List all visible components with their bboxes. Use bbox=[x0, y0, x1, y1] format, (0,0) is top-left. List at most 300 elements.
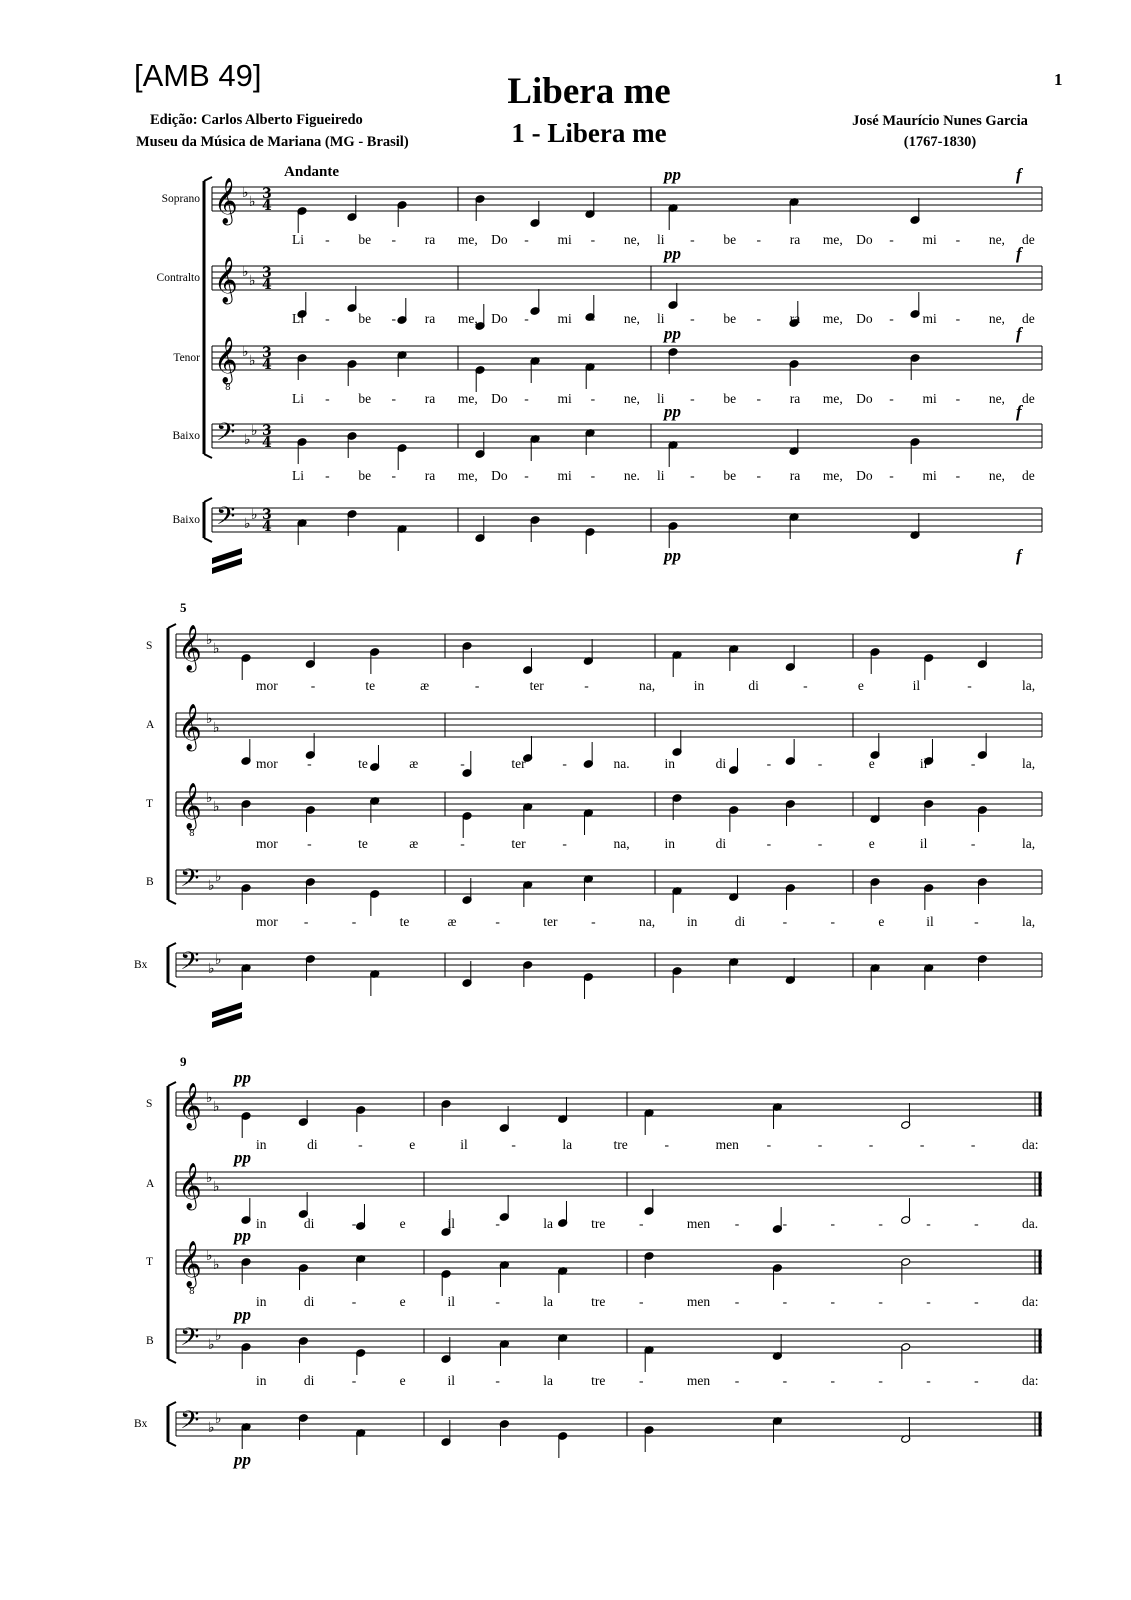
lyric-hyphen: - bbox=[756, 232, 762, 247]
composer-dates: (1767-1830) bbox=[903, 134, 977, 150]
lyric-syllable: ra bbox=[789, 468, 801, 483]
lyric-hyphen: - bbox=[325, 232, 330, 247]
lyric-syllable: ra bbox=[789, 311, 801, 326]
page-number: 1 bbox=[1054, 70, 1063, 89]
flat-icon: ♭ bbox=[249, 273, 256, 289]
lyric-hyphen: - bbox=[782, 1294, 788, 1309]
lyric-syllable: di bbox=[715, 836, 727, 851]
lyric-hyphen: - bbox=[817, 756, 823, 771]
bass-clef-icon: 𝄢 bbox=[180, 1323, 200, 1358]
lyric-syllable: be bbox=[358, 232, 372, 247]
lyric-syllable: il bbox=[919, 756, 928, 771]
lyric-syllable: de bbox=[1022, 468, 1035, 483]
bar-number: 5 bbox=[180, 600, 187, 615]
lyric-syllable: ne, bbox=[988, 232, 1005, 247]
lyric-hyphen: - bbox=[782, 1216, 788, 1231]
lyric-syllable: ter bbox=[511, 836, 526, 851]
flat-icon: ♭ bbox=[213, 799, 220, 815]
lyric-syllable: Do bbox=[491, 468, 508, 483]
lyric-syllable: ne. bbox=[623, 468, 640, 483]
lyric-syllable: di bbox=[303, 1216, 315, 1231]
lyric-hyphen: - bbox=[639, 1373, 644, 1388]
lyric-syllable: ne, bbox=[623, 311, 640, 326]
lyric-hyphen: - bbox=[690, 311, 695, 326]
lyric-hyphen: - bbox=[974, 1373, 979, 1388]
lyric-hyphen: - bbox=[391, 311, 397, 326]
lyric-syllable: ra bbox=[424, 391, 436, 406]
time-signature-numerator: 3 bbox=[262, 423, 272, 439]
flat-icon: ♭ bbox=[206, 790, 213, 806]
part-label: Contralto bbox=[156, 272, 200, 284]
lyric-hyphen: - bbox=[351, 1373, 357, 1388]
flat-icon: ♭ bbox=[206, 1248, 213, 1264]
lyric-syllable: mi bbox=[922, 311, 937, 326]
flat-icon: ♭ bbox=[208, 961, 215, 977]
bracket-hook-bottom bbox=[168, 1442, 176, 1446]
lyric-syllable: in bbox=[256, 1373, 267, 1388]
movement-title: 1 - Libera me bbox=[511, 118, 667, 148]
bracket-hook-bottom bbox=[168, 1359, 176, 1363]
time-signature-numerator: 3 bbox=[262, 507, 272, 523]
lyric-syllable: e bbox=[399, 1294, 406, 1309]
lyric-hyphen: - bbox=[830, 1373, 835, 1388]
lyric-syllable: la, bbox=[1022, 836, 1036, 851]
lyric-hyphen: - bbox=[974, 914, 979, 929]
dynamic-pianissimo: pp bbox=[234, 1450, 251, 1469]
lyric-syllable: be bbox=[358, 311, 372, 326]
time-signature-numerator: 3 bbox=[262, 186, 272, 202]
lyric-syllable: ter bbox=[529, 678, 544, 693]
tempo-marking: Andante bbox=[284, 164, 340, 180]
lyric-hyphen: - bbox=[495, 1294, 500, 1309]
octave-mark: 8 bbox=[189, 1287, 195, 1297]
time-signature-numerator: 3 bbox=[262, 345, 272, 361]
dynamic-forte: f bbox=[1016, 165, 1022, 184]
lyric-hyphen: - bbox=[926, 1216, 931, 1231]
lyric-syllable: il bbox=[447, 1216, 456, 1231]
lyric-hyphen: - bbox=[817, 1137, 823, 1152]
lyric-syllable: na, bbox=[613, 836, 630, 851]
lyric-hyphen: - bbox=[766, 1137, 772, 1152]
dynamic-forte: f bbox=[1016, 546, 1022, 565]
lyric-syllable: ra bbox=[424, 232, 436, 247]
lyric-syllable: e bbox=[409, 1137, 416, 1152]
dynamic-pianissimo: pp bbox=[664, 244, 681, 263]
part-label: Bx bbox=[134, 959, 148, 971]
lyric-hyphen: - bbox=[562, 836, 567, 851]
lyric-syllable: di bbox=[748, 678, 759, 693]
lyric-syllable: men bbox=[715, 1137, 739, 1152]
lyric-hyphen: - bbox=[868, 1137, 874, 1152]
octave-mark: 8 bbox=[225, 383, 231, 393]
page-title: Libera me bbox=[507, 71, 671, 112]
lyric-hyphen: - bbox=[955, 391, 961, 406]
lyric-syllable: ra bbox=[789, 391, 801, 406]
lyric-hyphen: - bbox=[766, 756, 772, 771]
lyric-syllable: te bbox=[399, 914, 410, 929]
lyric-hyphen: - bbox=[307, 836, 312, 851]
bass-clef-icon: 𝄢 bbox=[180, 947, 200, 982]
lyric-syllable: ne, bbox=[988, 311, 1005, 326]
part-label: Tenor bbox=[173, 352, 200, 364]
lyric-syllable: li bbox=[657, 311, 665, 326]
catalog-code: [AMB 49] bbox=[134, 58, 262, 93]
part-label: T bbox=[146, 798, 154, 810]
lyric-syllable: in bbox=[693, 678, 705, 693]
lyric-hyphen: - bbox=[970, 1137, 976, 1152]
lyric-syllable: il bbox=[447, 1294, 456, 1309]
lyric-hyphen: - bbox=[325, 311, 330, 326]
time-signature-numerator: 3 bbox=[262, 265, 272, 281]
lyric-syllable: Li bbox=[292, 391, 304, 406]
lyric-hyphen: - bbox=[830, 914, 835, 929]
lyric-syllable: men bbox=[686, 1294, 711, 1309]
lyric-syllable: in bbox=[686, 914, 698, 929]
flat-icon: ♭ bbox=[215, 1411, 222, 1427]
lyric-syllable: Do bbox=[491, 311, 508, 326]
lyric-hyphen: - bbox=[878, 1216, 883, 1231]
time-signature-denominator: 4 bbox=[262, 198, 272, 214]
dynamic-pianissimo: pp bbox=[664, 165, 681, 184]
dynamic-forte: f bbox=[1016, 402, 1022, 421]
museum-credit: Museu da Música de Mariana (MG - Brasil) bbox=[136, 134, 409, 150]
lyric-hyphen: - bbox=[562, 756, 567, 771]
lyric-syllable: e bbox=[857, 678, 864, 693]
lyric-hyphen: - bbox=[919, 1137, 925, 1152]
flat-icon: ♭ bbox=[215, 869, 222, 885]
lyric-syllable: Do bbox=[856, 232, 873, 247]
dynamic-pianissimo: pp bbox=[664, 324, 681, 343]
lyric-hyphen: - bbox=[590, 391, 596, 406]
lyric-hyphen: - bbox=[358, 1137, 363, 1152]
dynamic-forte: f bbox=[1016, 324, 1022, 343]
treble-clef-icon: 𝄞 bbox=[214, 337, 238, 383]
part-label: Soprano bbox=[161, 193, 200, 205]
treble-clef-icon: 𝄞 bbox=[178, 1083, 202, 1129]
part-label: S bbox=[146, 1098, 153, 1110]
lyric-syllable: me, bbox=[457, 391, 478, 406]
lyric-hyphen: - bbox=[474, 678, 480, 693]
composer-name: José Maurício Nunes Garcia bbox=[852, 113, 1028, 129]
lyric-syllable: da: bbox=[1022, 1373, 1039, 1388]
lyric-syllable: ter bbox=[511, 756, 526, 771]
flat-icon: ♭ bbox=[251, 507, 258, 523]
flat-icon: ♭ bbox=[213, 1179, 220, 1195]
lyric-syllable: la bbox=[543, 1216, 553, 1231]
lyric-syllable: be bbox=[723, 391, 737, 406]
part-label: Baixo bbox=[172, 514, 200, 526]
lyric-hyphen: - bbox=[524, 311, 529, 326]
lyric-syllable: ter bbox=[543, 914, 558, 929]
lyric-syllable: de bbox=[1022, 391, 1035, 406]
lyric-syllable: in bbox=[256, 1137, 267, 1152]
lyric-hyphen: - bbox=[782, 914, 788, 929]
lyric-syllable: tre bbox=[591, 1373, 606, 1388]
lyric-hyphen: - bbox=[889, 391, 894, 406]
lyric-syllable: ne, bbox=[988, 468, 1005, 483]
lyric-syllable: la bbox=[543, 1294, 553, 1309]
lyric-hyphen: - bbox=[303, 914, 309, 929]
part-label: S bbox=[146, 640, 153, 652]
lyric-hyphen: - bbox=[878, 1373, 883, 1388]
lyric-syllable: mi bbox=[557, 311, 572, 326]
flat-icon: ♭ bbox=[242, 344, 249, 360]
lyric-hyphen: - bbox=[495, 1373, 500, 1388]
lyric-syllable: e bbox=[868, 756, 875, 771]
lyric-syllable: be bbox=[723, 311, 737, 326]
lyric-hyphen: - bbox=[524, 468, 529, 483]
lyric-syllable: la, bbox=[1022, 914, 1036, 929]
lyric-hyphen: - bbox=[756, 391, 762, 406]
lyric-syllable: in bbox=[664, 836, 676, 851]
lyric-hyphen: - bbox=[310, 678, 316, 693]
lyric-hyphen: - bbox=[639, 1216, 644, 1231]
part-label: Bx bbox=[134, 1418, 148, 1430]
lyric-hyphen: - bbox=[351, 914, 357, 929]
lyric-syllable: di bbox=[734, 914, 746, 929]
flat-icon: ♭ bbox=[244, 432, 251, 448]
bracket-hook-top bbox=[168, 1402, 176, 1406]
lyric-syllable: æ bbox=[420, 678, 430, 693]
lyric-hyphen: - bbox=[590, 232, 596, 247]
lyric-syllable: di bbox=[715, 756, 727, 771]
lyric-syllable: na, bbox=[639, 678, 656, 693]
lyric-syllable: il bbox=[912, 678, 921, 693]
flat-icon: ♭ bbox=[213, 720, 220, 736]
lyric-syllable: me, bbox=[822, 391, 843, 406]
lyric-syllable: il bbox=[460, 1137, 468, 1152]
lyric-syllable: de bbox=[1022, 232, 1035, 247]
lyric-hyphen: - bbox=[690, 391, 695, 406]
lyric-hyphen: - bbox=[766, 836, 772, 851]
treble-clef-icon: 𝄞 bbox=[214, 178, 238, 224]
lyric-syllable: Do bbox=[491, 232, 508, 247]
lyric-hyphen: - bbox=[495, 914, 500, 929]
lyric-hyphen: - bbox=[351, 1294, 357, 1309]
lyric-syllable: me, bbox=[822, 311, 843, 326]
lyric-hyphen: - bbox=[967, 678, 972, 693]
lyric-syllable: mi bbox=[922, 391, 937, 406]
lyric-syllable: mi bbox=[557, 468, 572, 483]
lyric-hyphen: - bbox=[756, 468, 762, 483]
flat-icon: ♭ bbox=[242, 185, 249, 201]
lyric-hyphen: - bbox=[970, 756, 976, 771]
bracket-hook-top bbox=[168, 943, 176, 947]
lyric-syllable: il bbox=[919, 836, 928, 851]
part-label: A bbox=[146, 719, 155, 731]
editor-credit: Edição: Carlos Alberto Figueiredo bbox=[150, 112, 363, 128]
dynamic-pianissimo: pp bbox=[234, 1226, 251, 1245]
bracket-hook-top bbox=[168, 624, 176, 628]
flat-icon: ♭ bbox=[244, 516, 251, 532]
lyric-syllable: la, bbox=[1022, 678, 1036, 693]
dynamic-pianissimo: pp bbox=[664, 546, 681, 565]
flat-icon: ♭ bbox=[208, 878, 215, 894]
lyric-hyphen: - bbox=[495, 1216, 500, 1231]
lyric-syllable: me, bbox=[457, 468, 478, 483]
treble-clef-icon: 𝄞 bbox=[178, 704, 202, 750]
lyric-hyphen: - bbox=[817, 836, 823, 851]
flat-icon: ♭ bbox=[206, 1170, 213, 1186]
lyric-hyphen: - bbox=[524, 391, 529, 406]
lyric-hyphen: - bbox=[782, 1373, 788, 1388]
lyric-hyphen: - bbox=[803, 678, 808, 693]
lyric-syllable: be bbox=[358, 468, 372, 483]
lyric-syllable: Do bbox=[856, 468, 873, 483]
lyric-syllable: be bbox=[723, 232, 737, 247]
lyric-syllable: ne, bbox=[623, 391, 640, 406]
flat-icon: ♭ bbox=[249, 353, 256, 369]
lyric-hyphen: - bbox=[889, 468, 894, 483]
lyric-hyphen: - bbox=[756, 311, 762, 326]
lyric-syllable: æ bbox=[409, 836, 419, 851]
lyric-syllable: be bbox=[723, 468, 737, 483]
lyric-syllable: Do bbox=[856, 391, 873, 406]
lyric-syllable: e bbox=[878, 914, 885, 929]
flat-icon: ♭ bbox=[242, 264, 249, 280]
lyric-syllable: na. bbox=[613, 756, 630, 771]
lyric-syllable: me, bbox=[457, 232, 478, 247]
bass-clef-icon: 𝄢 bbox=[180, 1406, 200, 1441]
lyric-syllable: ne, bbox=[623, 232, 640, 247]
treble-clef-icon: 𝄞 bbox=[178, 1163, 202, 1209]
lyric-hyphen: - bbox=[590, 311, 596, 326]
dynamic-pianissimo: pp bbox=[234, 1068, 251, 1087]
lyric-hyphen: - bbox=[878, 1294, 883, 1309]
lyric-hyphen: - bbox=[974, 1294, 979, 1309]
flat-icon: ♭ bbox=[213, 1257, 220, 1273]
lyric-syllable: Li bbox=[292, 232, 304, 247]
dynamic-forte: f bbox=[1016, 244, 1022, 263]
bass-clef-icon: 𝄢 bbox=[180, 864, 200, 899]
lyric-syllable: e bbox=[868, 836, 875, 851]
lyric-syllable: da: bbox=[1022, 1137, 1039, 1152]
lyric-syllable: e bbox=[399, 1216, 406, 1231]
lyric-hyphen: - bbox=[830, 1294, 835, 1309]
bracket-hook-bottom bbox=[168, 900, 176, 904]
flat-icon: ♭ bbox=[208, 1420, 215, 1436]
lyric-syllable: æ bbox=[447, 914, 457, 929]
lyric-hyphen: - bbox=[926, 1373, 931, 1388]
lyric-hyphen: - bbox=[351, 1216, 357, 1231]
lyric-syllable: men bbox=[686, 1216, 711, 1231]
bracket-hook-bottom bbox=[168, 983, 176, 987]
lyric-syllable: Do bbox=[856, 311, 873, 326]
lyric-syllable: in bbox=[256, 1216, 267, 1231]
lyric-syllable: men bbox=[686, 1373, 711, 1388]
bracket-hook-top bbox=[168, 1082, 176, 1086]
lyric-syllable: ra bbox=[789, 232, 801, 247]
lyric-hyphen: - bbox=[664, 1137, 670, 1152]
lyric-syllable: me, bbox=[822, 468, 843, 483]
lyric-syllable: æ bbox=[409, 756, 419, 771]
lyric-hyphen: - bbox=[830, 1216, 835, 1231]
lyric-hyphen: - bbox=[391, 232, 397, 247]
part-label: B bbox=[146, 876, 154, 888]
lyric-syllable: ra bbox=[424, 468, 436, 483]
lyric-syllable: da. bbox=[1022, 1216, 1039, 1231]
lyric-hyphen: - bbox=[889, 311, 894, 326]
bracket-hook-bottom bbox=[204, 538, 212, 542]
lyric-hyphen: - bbox=[690, 468, 695, 483]
lyric-syllable: in bbox=[256, 1294, 267, 1309]
lyric-syllable: tre bbox=[591, 1294, 606, 1309]
lyric-hyphen: - bbox=[974, 1216, 979, 1231]
flat-icon: ♭ bbox=[213, 1099, 220, 1115]
lyric-hyphen: - bbox=[524, 232, 529, 247]
flat-icon: ♭ bbox=[215, 1328, 222, 1344]
lyric-syllable: tre bbox=[591, 1216, 606, 1231]
lyric-hyphen: - bbox=[639, 1294, 644, 1309]
bracket-hook-top bbox=[204, 498, 212, 502]
lyric-syllable: mi bbox=[922, 468, 937, 483]
lyric-hyphen: - bbox=[955, 232, 961, 247]
lyric-hyphen: - bbox=[970, 836, 976, 851]
lyric-syllable: Do bbox=[491, 391, 508, 406]
part-label: B bbox=[146, 1335, 154, 1347]
lyric-hyphen: - bbox=[391, 391, 397, 406]
lyric-syllable: la, bbox=[1022, 756, 1036, 771]
bass-clef-icon: 𝄢 bbox=[216, 502, 236, 537]
bass-clef-icon: 𝄢 bbox=[216, 418, 236, 453]
time-signature-denominator: 4 bbox=[262, 435, 272, 451]
lyric-hyphen: - bbox=[391, 468, 397, 483]
lyric-syllable: li bbox=[657, 468, 665, 483]
flat-icon: ♭ bbox=[213, 641, 220, 657]
treble-clef-icon: 𝄞 bbox=[214, 257, 238, 303]
lyric-syllable: li bbox=[657, 391, 665, 406]
lyric-syllable: me, bbox=[457, 311, 478, 326]
lyric-syllable: mor bbox=[256, 756, 278, 771]
lyric-syllable: di bbox=[303, 1373, 315, 1388]
lyric-syllable: in bbox=[664, 756, 676, 771]
flat-icon: ♭ bbox=[249, 194, 256, 210]
lyric-hyphen: - bbox=[734, 1294, 740, 1309]
lyric-hyphen: - bbox=[307, 756, 312, 771]
lyric-syllable: mi bbox=[922, 232, 937, 247]
lyric-syllable: da: bbox=[1022, 1294, 1039, 1309]
octave-mark: 8 bbox=[189, 829, 195, 839]
lyric-syllable: na, bbox=[639, 914, 656, 929]
lyric-hyphen: - bbox=[460, 836, 465, 851]
treble-clef-icon: 𝄞 bbox=[178, 1241, 202, 1287]
lyric-hyphen: - bbox=[460, 756, 465, 771]
lyric-syllable: mor bbox=[256, 914, 278, 929]
lyric-hyphen: - bbox=[734, 1216, 740, 1231]
part-label: A bbox=[146, 1178, 155, 1190]
lyric-syllable: li bbox=[657, 232, 665, 247]
part-label: Baixo bbox=[172, 430, 200, 442]
lyric-syllable: de bbox=[1022, 311, 1035, 326]
dynamic-pianissimo: pp bbox=[234, 1305, 251, 1324]
lyric-syllable: Li bbox=[292, 468, 304, 483]
bracket-hook-top bbox=[204, 177, 212, 181]
lyric-hyphen: - bbox=[325, 391, 330, 406]
flat-icon: ♭ bbox=[208, 1337, 215, 1353]
bracket-hook-bottom bbox=[204, 454, 212, 458]
lyric-syllable: mor bbox=[256, 836, 278, 851]
lyric-hyphen: - bbox=[955, 468, 961, 483]
flat-icon: ♭ bbox=[206, 632, 213, 648]
dynamic-pianissimo: pp bbox=[234, 1148, 251, 1167]
lyric-syllable: la bbox=[543, 1373, 553, 1388]
lyric-syllable: be bbox=[358, 391, 372, 406]
lyric-hyphen: - bbox=[955, 311, 961, 326]
dynamic-pianissimo: pp bbox=[664, 402, 681, 421]
lyric-syllable: mi bbox=[557, 232, 572, 247]
lyric-syllable: me, bbox=[822, 232, 843, 247]
time-signature-denominator: 4 bbox=[262, 357, 272, 373]
